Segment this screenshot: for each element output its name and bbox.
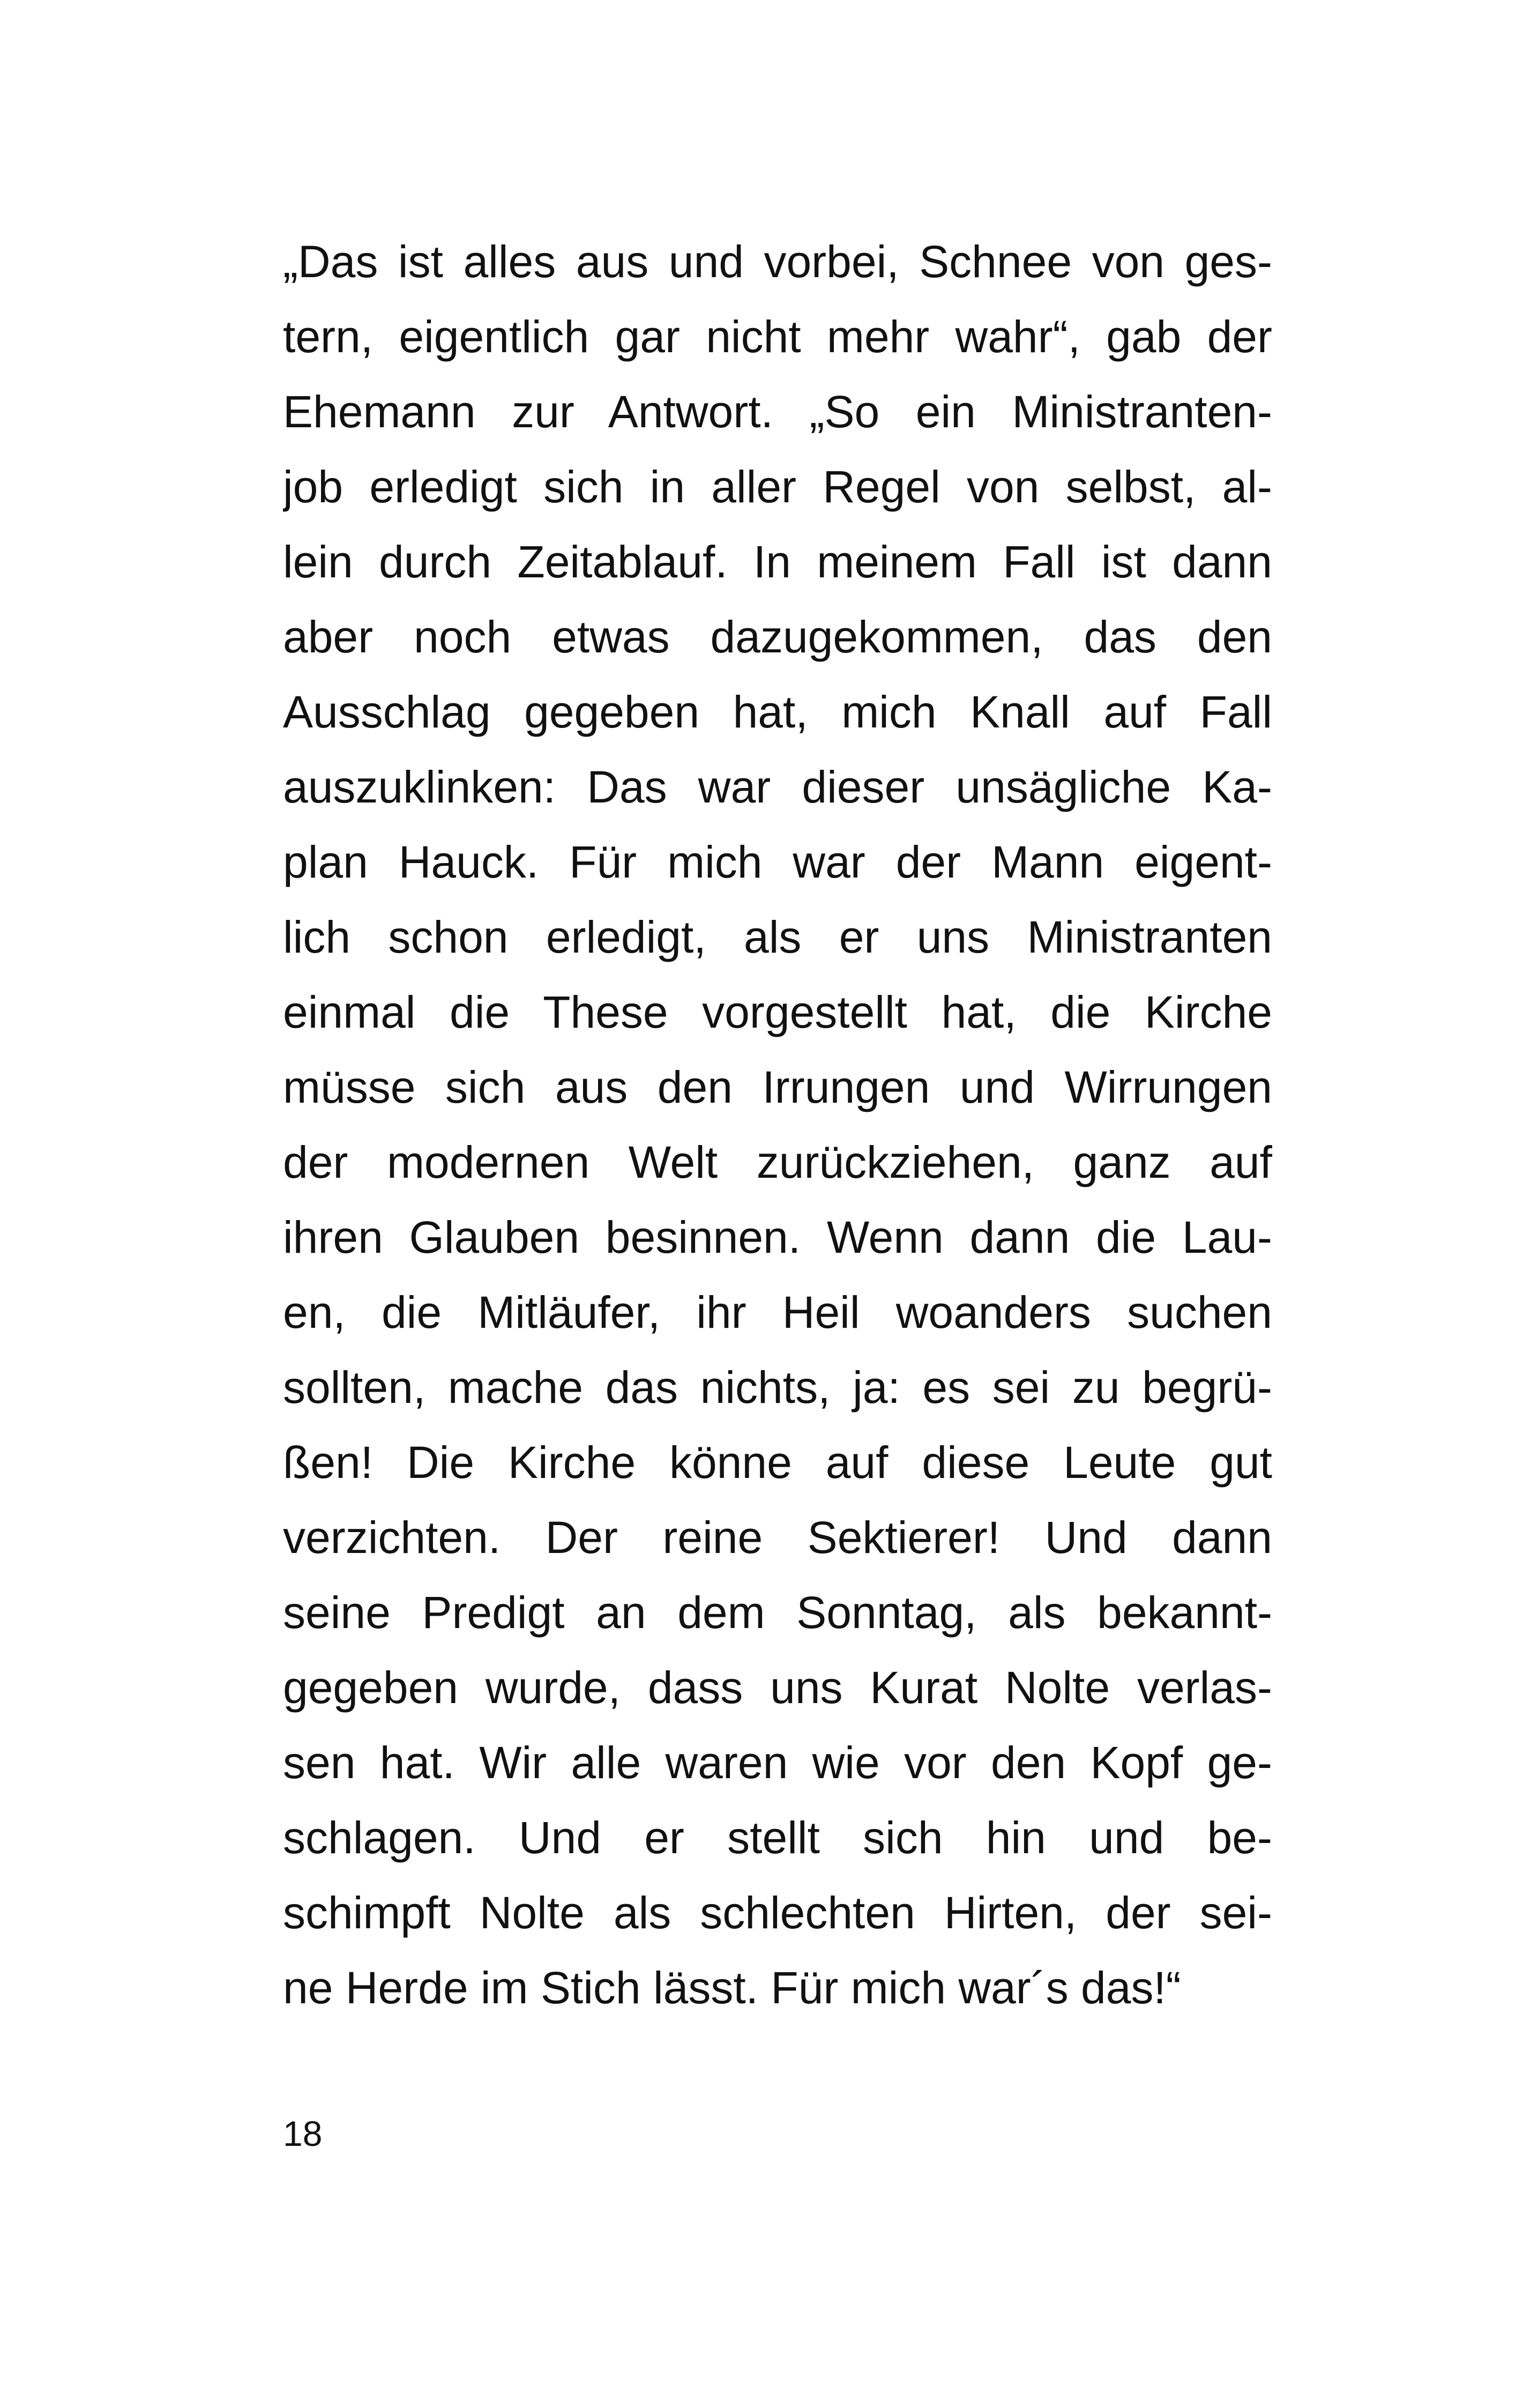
- page-number: 18: [283, 2114, 323, 2153]
- text-line: ihren Glauben besinnen. Wenn dann die Lau-: [283, 1212, 1272, 1262]
- text-line: müsse sich aus den Irrungen und Wirrungen: [283, 1062, 1272, 1112]
- text-line: en, die Mitläufer, ihr Heil woanders suchen: [283, 1287, 1272, 1337]
- text-line: job erledigt sich in aller Regel von selbst, al-: [283, 462, 1272, 512]
- text-line: aber noch etwas dazugekommen, das den: [283, 612, 1272, 662]
- text-line: Ausschlag gegeben hat, mich Knall auf Fall: [283, 687, 1272, 737]
- body-text: [283, 224, 1272, 2025]
- text-line: ßen! Die Kirche könne auf diese Leute gut: [283, 1437, 1272, 1488]
- text-line: verzichten. Der reine Sektierer! Und dann: [283, 1512, 1272, 1563]
- text-line: tern, eigentlich gar nicht mehr wahr“, gab der: [283, 311, 1272, 362]
- text-line: schlagen. Und er stellt sich hin und be-: [283, 1812, 1272, 1863]
- text-line: gegeben wurde, dass uns Kurat Nolte verlas-: [283, 1662, 1272, 1713]
- text-line: ne Herde im Stich lässt. Für mich war´s das!“: [283, 1963, 1181, 2013]
- text-line: plan Hauck. Für mich war der Mann eigent-: [283, 837, 1272, 887]
- text-line: „Das ist alles aus und vorbei, Schnee von ges-: [283, 236, 1272, 287]
- text-line: der modernen Welt zurückziehen, ganz auf: [283, 1137, 1272, 1187]
- text-line: einmal die These vorgestellt hat, die Kirche: [283, 987, 1272, 1037]
- text-line: seine Predigt an dem Sonntag, als bekannt-: [283, 1587, 1272, 1638]
- text-line: auszuklinken: Das war dieser unsägliche Ka-: [283, 762, 1272, 812]
- text-line: sollten, mache das nichts, ja: es sei zu begrü-: [283, 1362, 1272, 1413]
- text-line: Ehemann zur Antwort. „So ein Ministranten-: [283, 387, 1272, 437]
- text-line: schimpft Nolte als schlechten Hirten, der sei-: [283, 1887, 1272, 1938]
- text-line: lein durch Zeitablauf. In meinem Fall ist dann: [283, 537, 1272, 587]
- text-line: lich schon erledigt, als er uns Ministranten: [283, 912, 1272, 962]
- text-line: sen hat. Wir alle waren wie vor den Kopf ge-: [283, 1737, 1272, 1788]
